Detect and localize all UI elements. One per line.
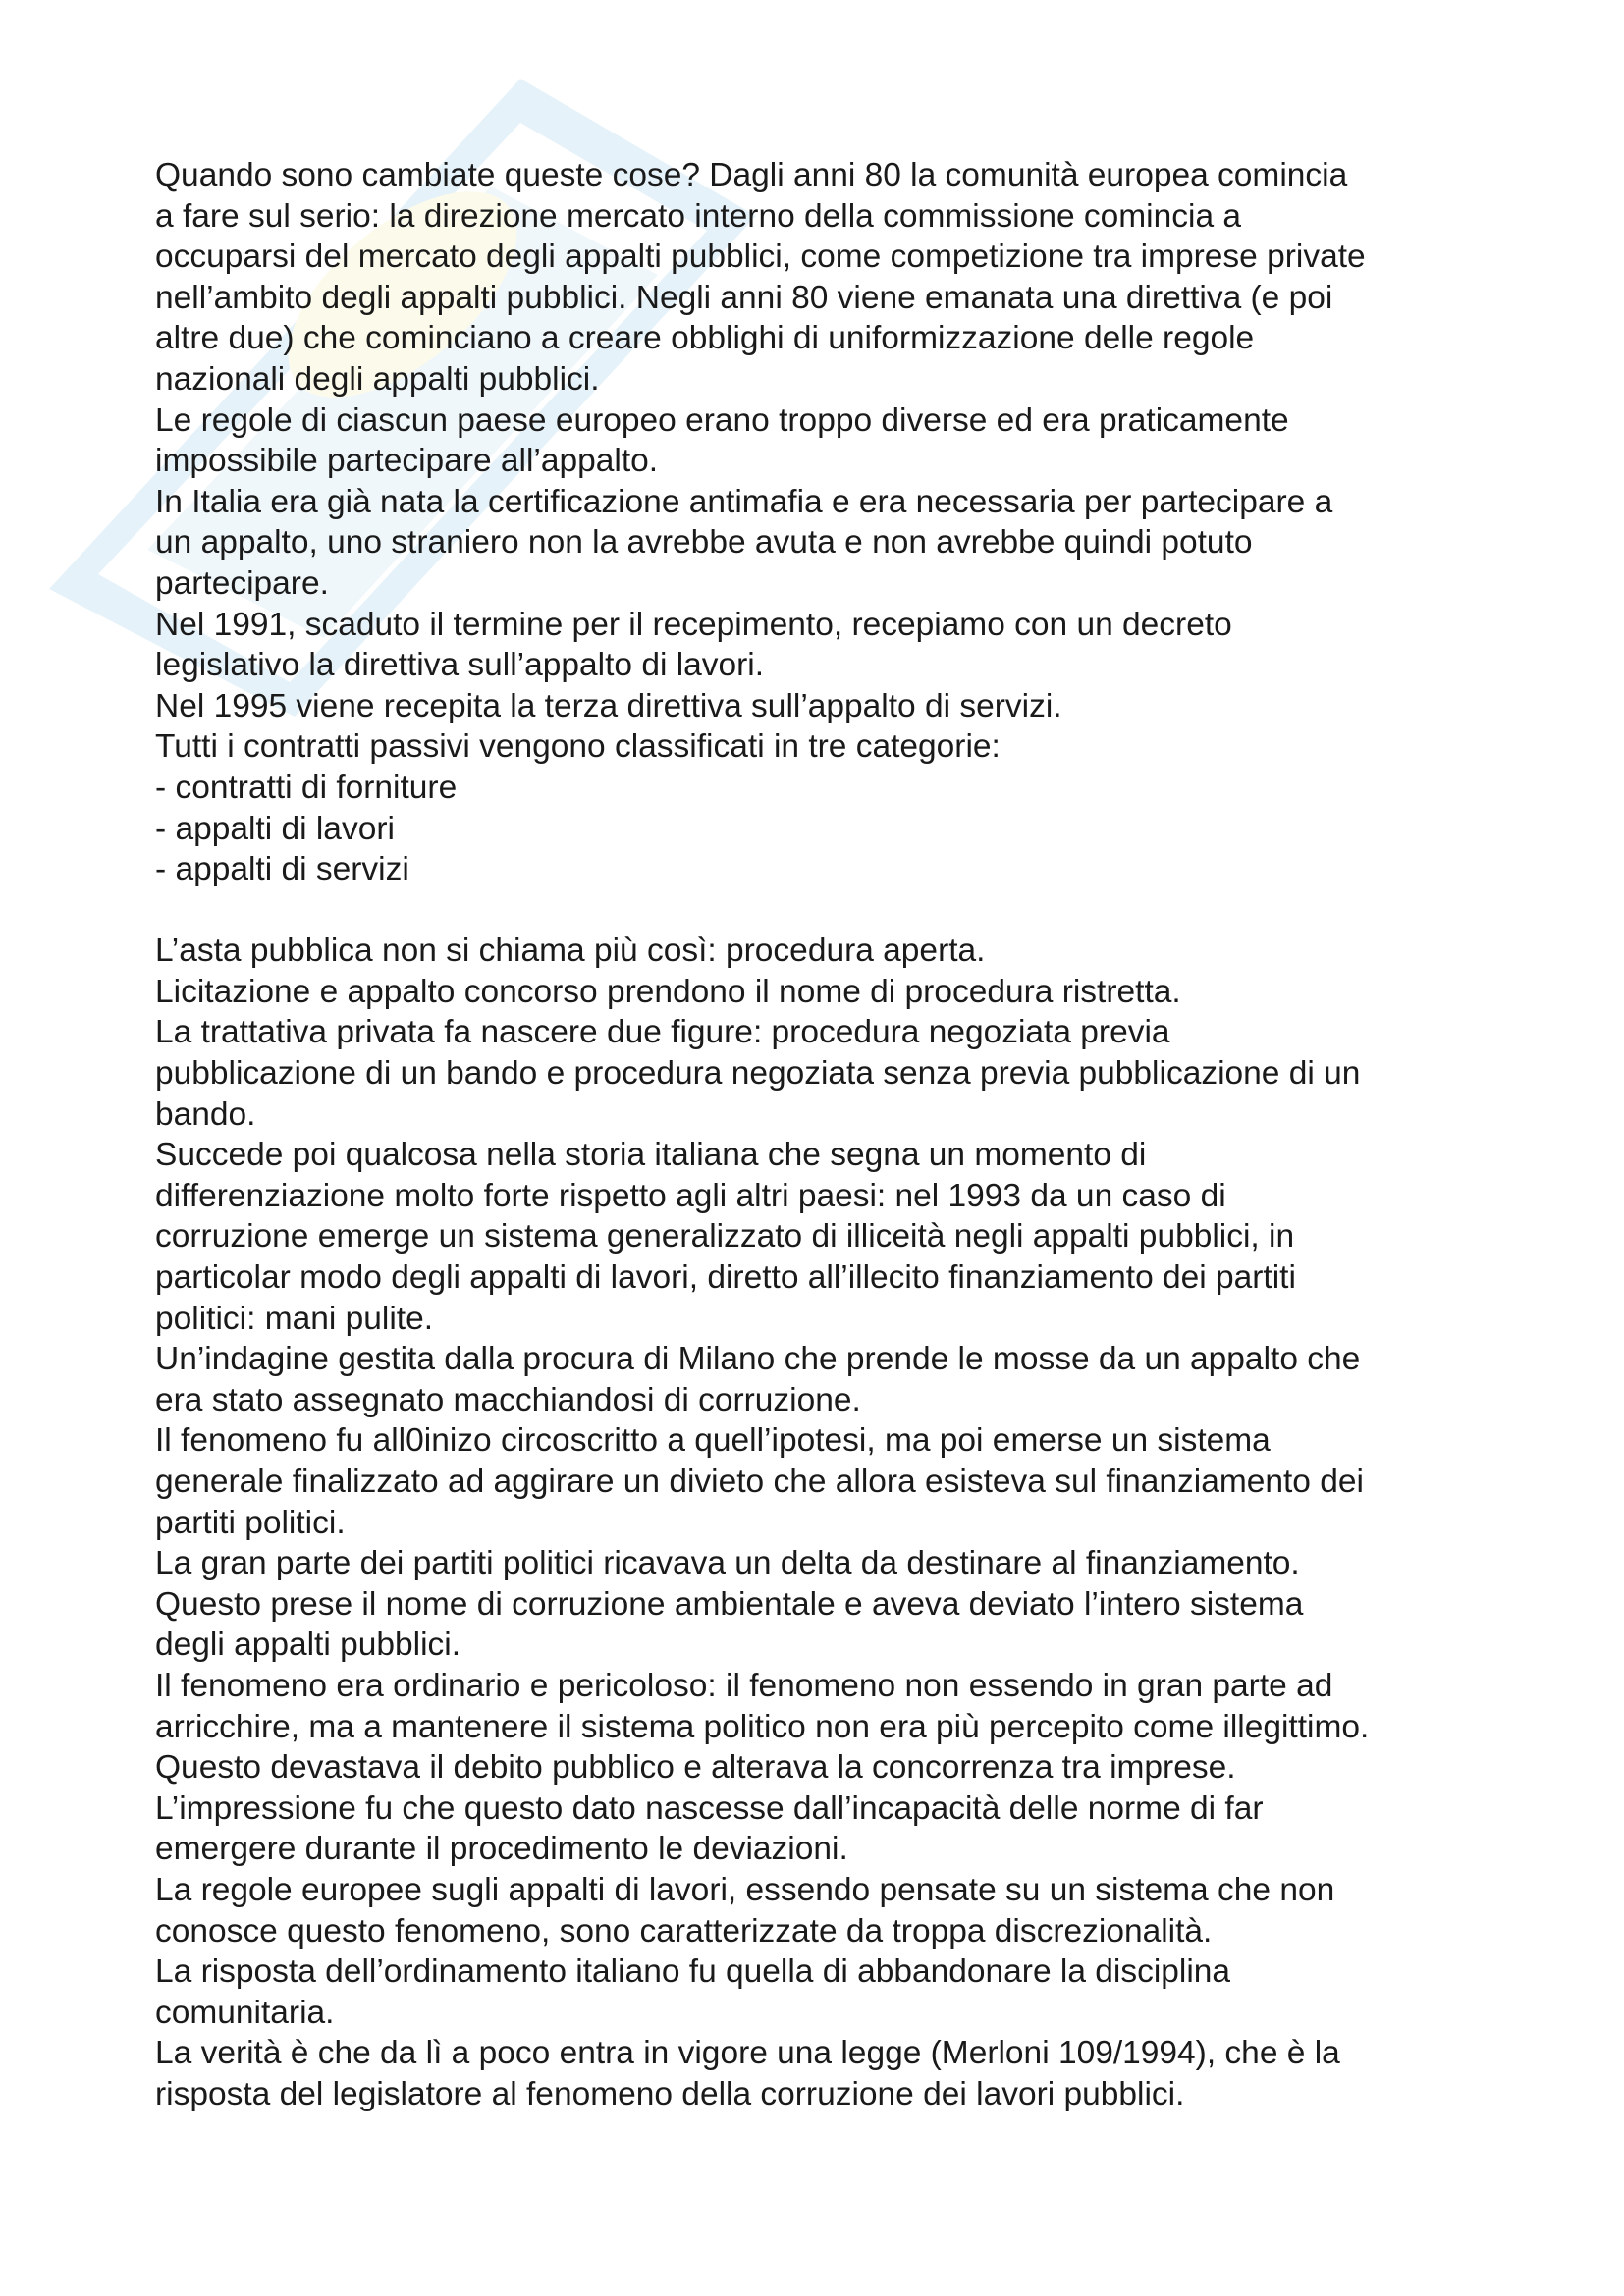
text-line: La regole europee sugli appalti di lavori, essendo pensate su un sistema che non [155, 1871, 1335, 1908]
text-line: Questo devastava il debito pubblico e alterava la concorrenza tra imprese. [155, 1749, 1236, 1787]
text-line: emergere durante il procedimento le deviazioni. [155, 1831, 848, 1868]
text-line: In Italia era già nata la certificazione antimafia e era necessaria per partecipare a [155, 483, 1333, 520]
text-line: altre due) che cominciano a creare obblighi di uniformizzazione delle regole [155, 320, 1255, 357]
text-line: Il fenomeno fu all0inizo circoscritto a quell’ipotesi, ma poi emerse un sistema [155, 1422, 1271, 1460]
text-line: La verità è che da lì a poco entra in vigore una legge (Merloni 109/1994), che è la [155, 2035, 1340, 2072]
text-line: L’impressione fu che questo dato nascesse dall’incapacità delle norme di far [155, 1789, 1264, 1827]
text-line: legislativo la direttiva sull’appalto di lavori. [155, 647, 765, 684]
list-item: - appalti di servizi [155, 851, 409, 888]
text-line: era stato assegnato macchiandosi di corruzione. [155, 1381, 861, 1418]
text-line: La gran parte dei partiti politici ricavava un delta da destinare al finanziamento. [155, 1545, 1300, 1582]
text-line: partecipare. [155, 564, 329, 602]
text-line: La trattativa privata fa nascere due figure: procedura negoziata previa [155, 1014, 1170, 1051]
text-line: degli appalti pubblici. [155, 1627, 461, 1664]
text-line: conosce questo fenomeno, sono caratterizzate da troppa discrezionalità. [155, 1912, 1213, 1949]
text-line: La risposta dell’ordinamento italiano fu quella di abbandonare la disciplina [155, 1953, 1231, 1991]
text-line: Il fenomeno era ordinario e pericoloso: il fenomeno non essendo in gran parte ad [155, 1667, 1333, 1704]
text-line: Le regole di ciascun paese europeo erano troppo diverse ed era praticamente [155, 401, 1289, 439]
text-line: comunitaria. [155, 1994, 335, 2031]
text-line: bando. [155, 1095, 256, 1133]
list-item: - contratti di forniture [155, 769, 458, 806]
text-line: partiti politici. [155, 1504, 346, 1541]
text-line: Nel 1995 viene recepita la terza direttiva sull’appalto di servizi. [155, 687, 1062, 724]
paragraph-spacer [155, 890, 1490, 932]
text-line: Nel 1991, scaduto il termine per il recepimento, recepiamo con un decreto [155, 606, 1232, 643]
document-body [155, 155, 1490, 2115]
text-line: arricchire, ma a mantenere il sistema politico non era più percepito come illegittimo. [155, 1708, 1370, 1745]
text-line: risposta del legislatore al fenomeno della corruzione dei lavori pubblici. [155, 2075, 1185, 2112]
text-line: Succede poi qualcosa nella storia italiana che segna un momento di [155, 1137, 1147, 1174]
text-line: L’asta pubblica non si chiama più così: procedura aperta. [155, 933, 986, 970]
text-line: corruzione emerge un sistema generalizzato di illiceità negli appalti pubblici, in [155, 1218, 1295, 1255]
text-line: occuparsi del mercato degli appalti pubblici, come competizione tra imprese private [155, 239, 1366, 276]
text-line: pubblicazione di un bando e procedura negoziata senza previa pubblicazione di un [155, 1055, 1361, 1093]
text-line: nazionali degli appalti pubblici. [155, 360, 600, 398]
text-line: generale finalizzato ad aggirare un divieto che allora esisteva sul finanziamento dei [155, 1464, 1364, 1500]
text-line: Licitazione e appalto concorso prendono il nome di procedura ristretta. [155, 973, 1181, 1010]
text-line: impossibile partecipare all’appalto. [155, 443, 659, 480]
text-line: particolar modo degli appalti di lavori, diretto all’illecito finanziamento dei partiti [155, 1259, 1296, 1297]
text-line: nell’ambito degli appalti pubblici. Negli anni 80 viene emanata una direttiva (e poi [155, 279, 1333, 316]
list-item: - appalti di lavori [155, 810, 395, 847]
text-line: Quando sono cambiate queste cose? Dagli anni 80 la comunità europea comincia [155, 157, 1348, 193]
text-line: Questo prese il nome di corruzione ambientale e aveva deviato l’intero sistema [155, 1585, 1304, 1623]
text-line: politici: mani pulite. [155, 1300, 434, 1337]
text-line: un appalto, uno straniero non la avrebbe avuta e non avrebbe quindi potuto [155, 524, 1253, 561]
text-line: Tutti i contratti passivi vengono classificati in tre categorie: [155, 728, 1001, 766]
text-line: differenziazione molto forte rispetto agli altri paesi: nel 1993 da un caso di [155, 1177, 1226, 1214]
text-line: a fare sul serio: la direzione mercato interno della commissione comincia a [155, 197, 1242, 235]
text-line: Un’indagine gestita dalla procura di Milano che prende le mosse da un appalto che [155, 1341, 1361, 1378]
